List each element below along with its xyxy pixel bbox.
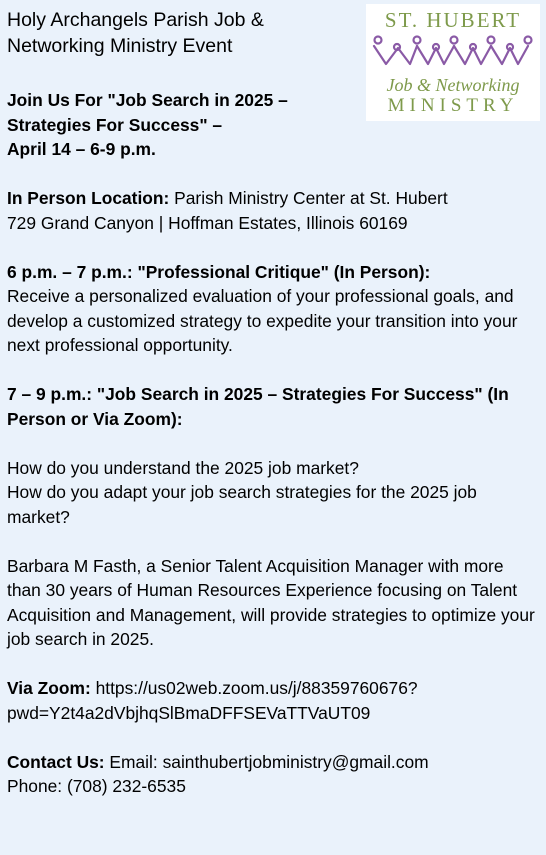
join-line-1: Join Us For "Job Search in 2025 – (7, 90, 288, 110)
zoom-label: Via Zoom: (7, 678, 91, 698)
session-question-1: How do you understand the 2025 job market? (7, 457, 359, 478)
logo-top-text: ST. HUBERT (384, 8, 522, 32)
speaker-text: Barbara M Fasth, a Senior Talent Acquisition Manager with more than 30 years of Human Resources Experience focusing on Talent Acquisition and Management, will provide strategies to optimize your job search in 2025. (7, 555, 535, 649)
contact-phone: Phone: (708) 232-6535 (7, 776, 186, 796)
critique-text: Receive a personalized evaluation of your professional goals, and develop a customized strategy to expedite your transition into your next professional opportunity. (7, 286, 518, 355)
event-title: Holy Archangels Parish Job & Networking Ministry Event (7, 9, 264, 57)
logo-middle-text: Job & Networking (386, 75, 520, 95)
people-figures-icon (372, 34, 534, 72)
session-question-2: How do you adapt your job search strategies for the 2025 job market? (7, 482, 477, 527)
logo-bottom-text: MINISTRY (387, 95, 519, 116)
zoom-url-1[interactable]: https://us02web.zoom.us/j/88359760676? (90, 678, 418, 698)
location-address: 729 Grand Canyon | Hoffman Estates, Illinois 60169 (7, 212, 408, 233)
session-heading: 7 – 9 p.m.: "Job Search in 2025 – Strategies For Success" (In Person or Via Zoom): (7, 384, 509, 429)
join-line-2: Strategies For Success" – (7, 114, 223, 135)
critique-heading: 6 p.m. – 7 p.m.: "Professional Critique" (In Person): (7, 261, 431, 282)
location-block (7, 186, 537, 211)
contact-email[interactable]: Email: sainthubertjobministry@gmail.com (104, 751, 429, 772)
location-label: In Person Location: (7, 188, 170, 208)
zoom-url-2[interactable]: pwd=Y2t4a2dVbjhqSlBmaDFFSEVaTTVaUT09 (7, 702, 371, 723)
contact-label: Contact Us: (7, 751, 105, 772)
zoom-block (7, 676, 537, 701)
location-value: Parish Ministry Center at St. Hubert (169, 188, 448, 208)
contact-block (7, 750, 537, 775)
join-us-block (7, 88, 347, 162)
event-details (7, 88, 537, 799)
join-line-3: April 14 – 6-9 p.m. (7, 139, 156, 159)
